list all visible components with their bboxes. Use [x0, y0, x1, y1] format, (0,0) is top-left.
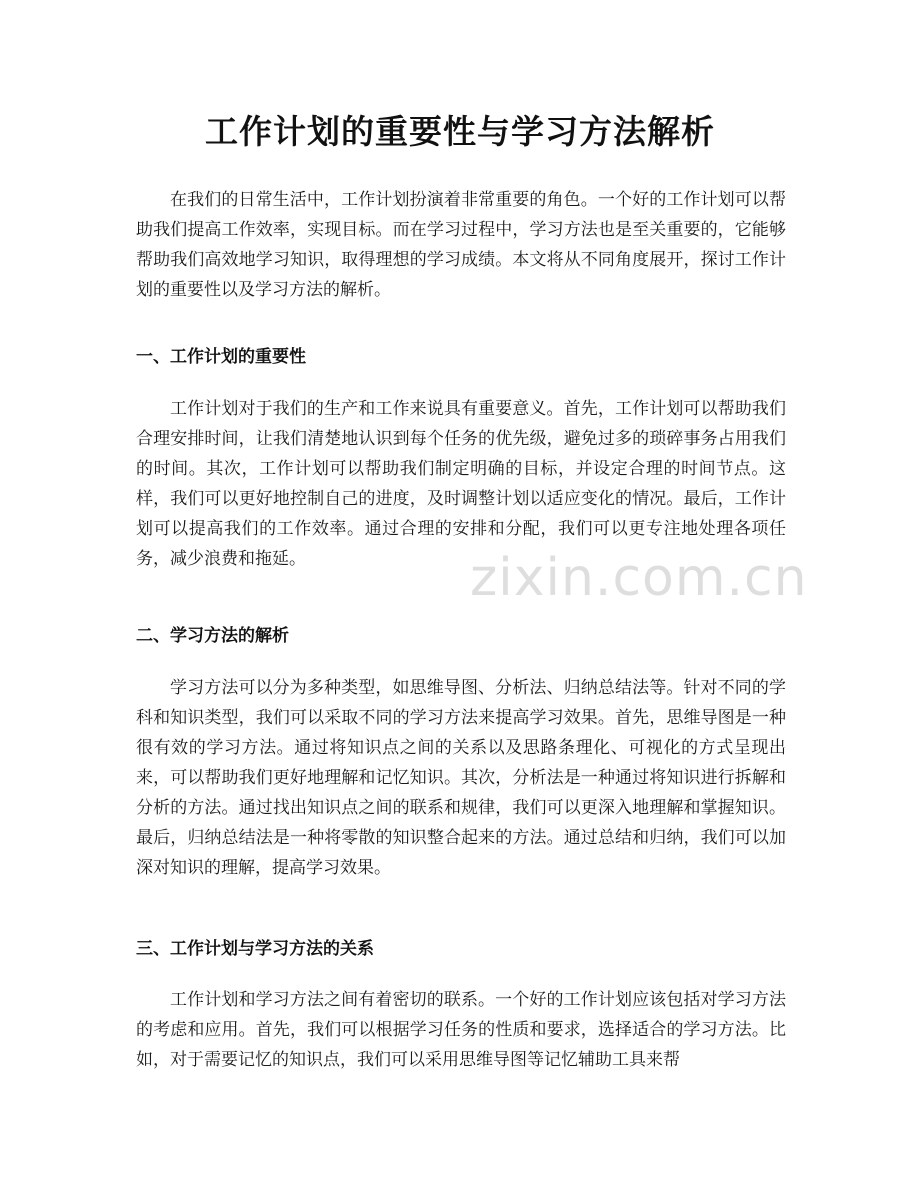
section-heading-3: 三、工作计划与学习方法的关系: [136, 939, 374, 959]
section-body-2: 学习方法可以分为多种类型，如思维导图、分析法、归纳总结法等。针对不同的学科和知识类型，我们可以采取不同的学习方法来提高学习效果。首先，思维导图是一种很有效的学习方法。通过将知识点之间的关系以及思路条理化、可视化的方式呈现出来，可以帮助我们更好地理解和记忆知识。其次，分析法是一种通过将知识进行拆解和分析的方法。通过找出知识点之间的联系和规律，我们可以更深入地理解和掌握知识。最后，归纳总结法是一种将零散的知识整合起来的方法。通过总结和归纳，我们可以加深对知识的理解，提高学习效果。: [136, 678, 786, 878]
section-body-1: 工作计划对于我们的生产和工作来说具有重要意义。首先，工作计划可以帮助我们合理安排时间，让我们清楚地认识到每个任务的优先级，避免过多的琐碎事务占用我们的时间。其次，工作计划可以帮助我们制定明确的目标，并设定合理的时间节点。这样，我们可以更好地控制自己的进度，及时调整计划以适应变化的情况。最后，工作计划可以提高我们的工作效率。通过合理的安排和分配，我们可以更专注地处理各项任务，减少浪费和拖延。: [136, 399, 786, 569]
watermark: zixin.com.cn: [470, 548, 808, 608]
section-heading-2: 二、学习方法的解析: [136, 626, 289, 646]
section-heading-1: 一、工作计划的重要性: [136, 347, 306, 367]
section-body-3: 工作计划和学习方法之间有着密切的联系。一个好的工作计划应该包括对学习方法的考虑和应用。首先，我们可以根据学习任务的性质和要求，选择适合的学习方法。比如，对于需要记忆的知识点，我们可以采用思维导图等记忆辅助工具来帮: [136, 990, 786, 1070]
document-title: 工作计划的重要性与学习方法解析: [205, 112, 715, 151]
intro-paragraph: 在我们的日常生活中，工作计划扮演着非常重要的角色。一个好的工作计划可以帮助我们提高工作效率，实现目标。而在学习过程中，学习方法也是至关重要的，它能够帮助我们高效地学习知识，取得理想的学习成绩。本文将从不同角度展开，探讨工作计划的重要性以及学习方法的解析。: [136, 190, 786, 300]
